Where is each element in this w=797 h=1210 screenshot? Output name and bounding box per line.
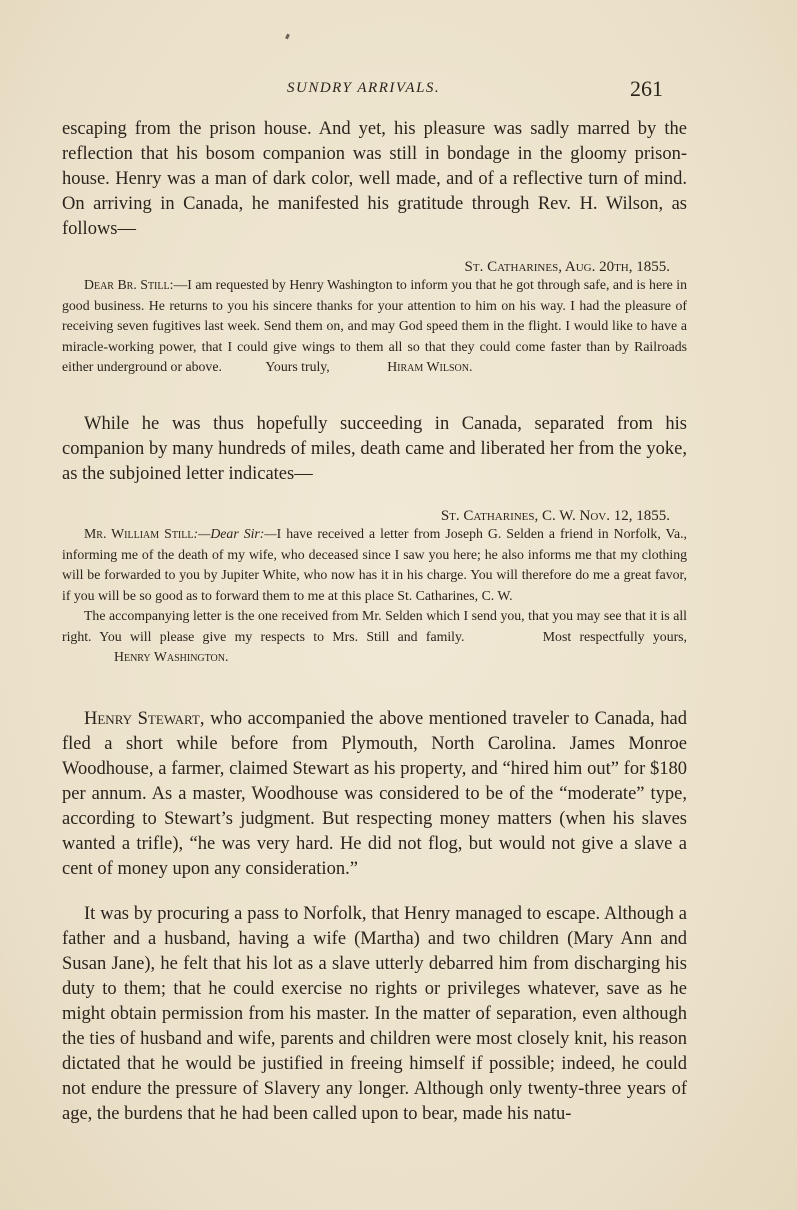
paragraph-3 — [62, 707, 687, 882]
letter-1-signature: Hiram Wilson. — [387, 359, 473, 374]
letter-2-text-2: The accompanying letter is the one received from Mr. Selden which I send you, that you may see that it is all right. You will please give my respects to Mrs. Still and family. — [62, 608, 687, 644]
letter-1-closing: Yours truly, — [265, 359, 330, 374]
paragraph-1 — [62, 117, 687, 242]
paragraph-body: who accompanied the above mentioned traveler to Canada, had fled a short while before from Plymouth, North Carolina. James Monroe Woodhouse, a farmer, claimed Stewart as his property, and “hired him out” for $180 per annum. As a master, Woodhouse was considered to be of the “moderate” type, according to Stewart’s judgment. But respecting money matters (when his slaves wanted a trifle), “he was very hard. He did not flog, but would not give a slave a cent of money upon any consideration.” — [62, 709, 688, 879]
letter-1 — [62, 275, 687, 378]
letter-2-salutation: :—Dear Sir:— — [193, 526, 277, 541]
paragraph-4 — [62, 902, 687, 1127]
letter-2-body-2 — [62, 606, 687, 668]
letter-2-signature: Henry Washington. — [114, 649, 229, 664]
ink-speck — [285, 34, 290, 40]
letter-2-text-1: I have received a letter from Joseph G. Selden a friend in Norfolk, Va., informing me of the death of my wife, who deceased since I saw you here; he also informs me that my clothing will be forwarded to you by Jupiter White, who now has it in his charge. You will therefore do me a great favor, if you will be so good as to forward them to me at this place St. Catharines, C. W. — [62, 526, 687, 603]
letter-1-body — [62, 275, 687, 378]
page-number: 261 — [630, 76, 663, 101]
paragraph-2 — [62, 412, 687, 487]
paragraph-text: While he was thus hopefully succeeding in Canada, separated from his companion by many hundreds of miles, death came and liberated her from the yoke, as the subjoined letter indicates— — [62, 414, 687, 484]
paragraph-lead-name: Henry Stewart, — [84, 709, 205, 729]
letter-2 — [62, 524, 687, 668]
paragraph-text: escaping from the prison house. And yet, his pleasure was sadly marred by the reflection that his bosom companion was still in bondage in the gloomy prison-house. Henry was a man of dark color, well made, and of a reflective turn of mind. On arriving in Canada, he manifested his gratitude through Rev. H. Wilson, as follows— — [62, 119, 687, 239]
letter-2-body-1 — [62, 524, 687, 606]
letter-2-closing: Most respectfully yours, — [542, 628, 688, 644]
letter-1-text: :—I am requested by Henry Washington to inform you that he got through safe, and is here in good business. He returns to you his sincere thanks for your attention to him on his way. I had the pleasure of receiving seven fugitives last week. Send them on, and may God speed them in the flight. I would like to have a miracle-working power, that I could give wings to them all so that they could come faster than by Railroads either underground or above. — [62, 277, 688, 374]
chapter-title: SUNDRY ARRIVALS. — [287, 80, 441, 96]
letter-1-salutation: Dear Br. Still — [84, 277, 170, 292]
paragraph-text — [62, 707, 687, 882]
letter-2-addressee: Mr. William Still — [84, 526, 194, 541]
running-head — [0, 76, 797, 106]
letter-2-dateline: St. Catharines, C. W. Nov. 12, 1855. — [440, 508, 670, 524]
paragraph-text: It was by procuring a pass to Norfolk, that Henry managed to escape. Although a father and a husband, having a wife (Martha) and two children (Mary Ann and Susan Jane), he felt that his lot as a slave utterly debarred him from discharging his duty to them; that he could exercise no rights or privileges whatever, save as he might obtain permission from his master. In the matter of separation, even although the ties of husband and wife, parents and children were most closely knit, his reason dictated that he would be justified in freeing himself if possible; indeed, he could not endure the pressure of Slavery any longer. Although only twenty-three years of age, the burdens that he had been called upon to bear, made his natu- — [62, 904, 687, 1124]
letter-1-dateline: St. Catharines, Aug. 20th, 1855. — [464, 259, 670, 275]
